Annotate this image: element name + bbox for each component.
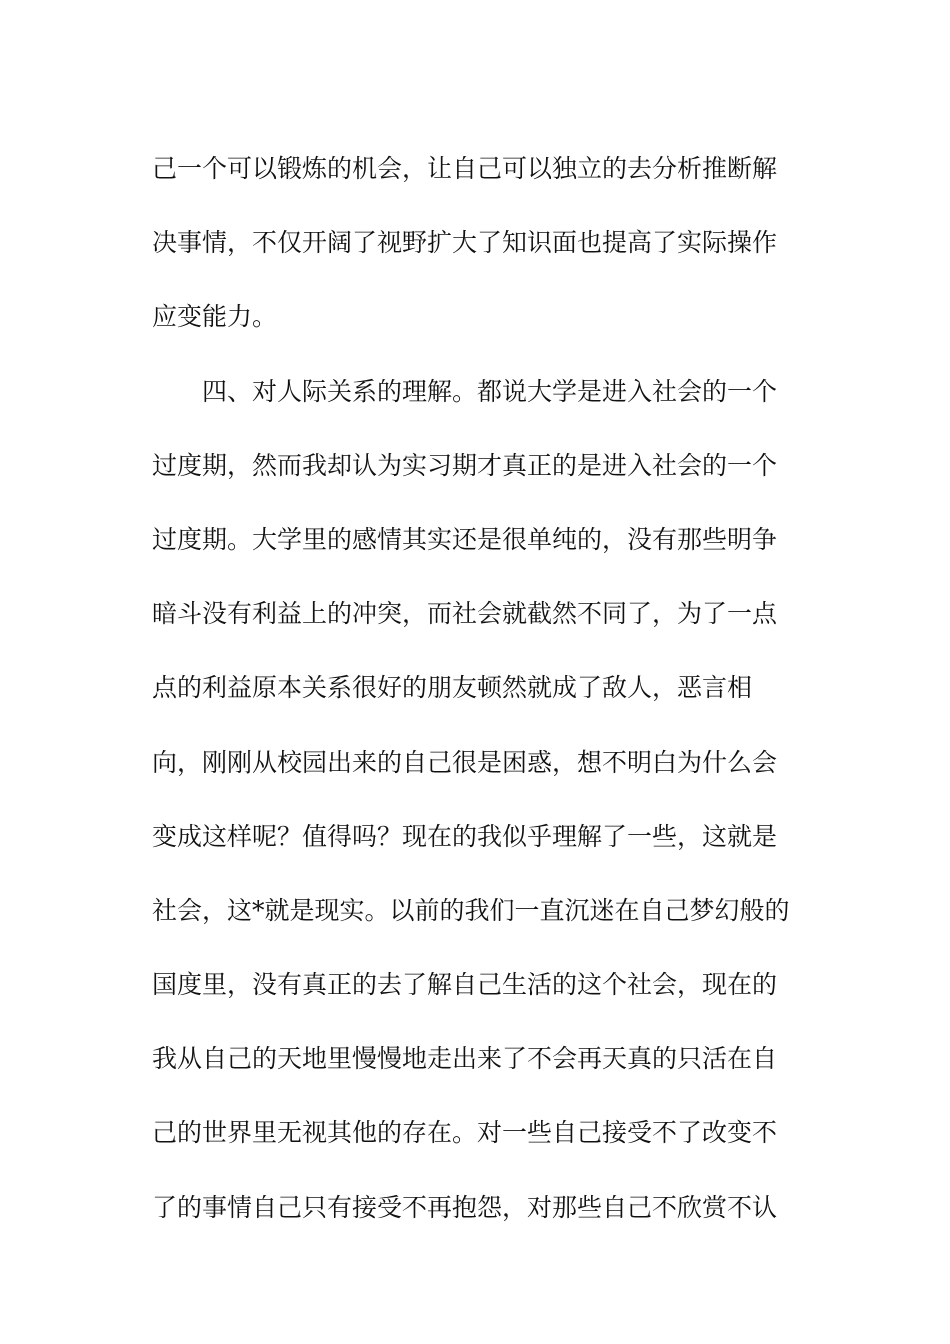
text-line: 向，刚刚从校园出来的自己很是困惑，想不明白为什么会 <box>152 747 778 777</box>
text-line: 变成这样呢？值得吗？现在的我似乎理解了一些，这就是 <box>152 821 778 851</box>
text-line: 过度期，然而我却认为实习期才真正的是进入社会的一个 <box>152 450 778 480</box>
text-line: 应变能力。 <box>152 302 278 332</box>
text-line: 国度里，没有真正的去了解自己生活的这个社会，现在的 <box>152 970 778 1000</box>
text-line: 我从自己的天地里慢慢地走出来了不会再天真的只活在自 <box>152 1044 778 1074</box>
text-line: 决事情，不仅开阔了视野扩大了知识面也提高了实际操作 <box>152 228 778 258</box>
text-line: 暗斗没有利益上的冲突，而社会就截然不同了，为了一点 <box>152 599 778 629</box>
body-text <box>152 132 812 1245</box>
paragraph-start-line: 四、对人际关系的理解。都说大学是进入社会的一个 <box>202 376 778 406</box>
text-line: 己的世界里无视其他的存在。对一些自己接受不了改变不 <box>152 1118 778 1148</box>
text-line: 己一个可以锻炼的机会，让自己可以独立的去分析推断解 <box>152 154 778 183</box>
text-line: 点的利益原本关系很好的朋友顿然就成了敌人，恶言相 <box>152 673 753 703</box>
text-line: 社会，这*就是现实。以前的我们一直沉迷在自己梦幻般的 <box>152 895 790 925</box>
text-line: 过度期。大学里的感情其实还是很单纯的，没有那些明争 <box>152 524 778 554</box>
text-line: 了的事情自己只有接受不再抱怨，对那些自己不欣赏不认 <box>152 1192 778 1222</box>
